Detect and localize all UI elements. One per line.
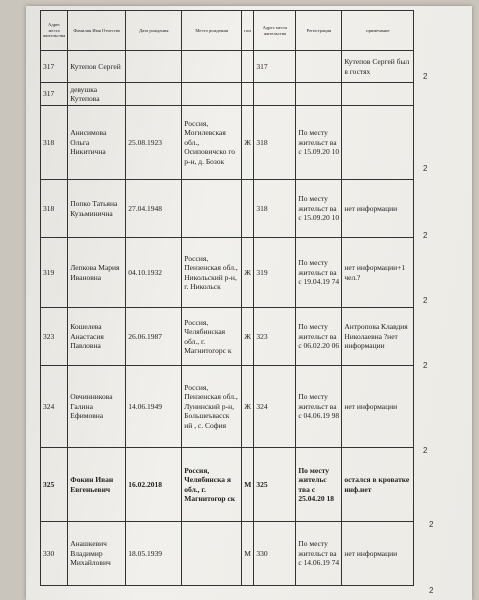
cell-fio: Попко Татьяна Кузьминична <box>68 180 126 238</box>
cell-fio: Анисимова Ольга Никитична <box>68 106 126 180</box>
table-row <box>41 448 414 522</box>
cell-pob <box>182 83 242 106</box>
cell-reg: По месту жительст ва с 15.09.20 10 <box>296 106 342 180</box>
cell-num: 330 <box>41 522 68 586</box>
cell-sex: М <box>242 522 254 586</box>
cell-fio: девушка Кутепова <box>68 83 126 106</box>
cell-pob: Россия, Челябинска я обл., г. Магнитогор ск <box>182 448 242 522</box>
cell-sex <box>242 180 254 238</box>
cell-num: 324 <box>41 366 68 448</box>
cell-dob: 04.10.1932 <box>126 238 182 308</box>
cell-sex: М <box>242 448 254 522</box>
cell-addr: 325 <box>254 448 296 522</box>
table-row <box>41 51 414 83</box>
cell-sex: Ж <box>242 106 254 180</box>
cell-sex: Ж <box>242 238 254 308</box>
margin-mark: 2 <box>423 164 428 173</box>
table-row <box>41 366 414 448</box>
margin-mark: 2 <box>423 361 428 370</box>
cell-dob: 18.05.1939 <box>126 522 182 586</box>
cell-reg: По месту жительст ва с 19.04.19 74 <box>296 238 342 308</box>
cell-sex <box>242 51 254 83</box>
cell-addr: 318 <box>254 106 296 180</box>
cell-addr <box>254 83 296 106</box>
table-row <box>41 83 414 106</box>
cell-sex <box>242 83 254 106</box>
cell-num: 325 <box>41 448 68 522</box>
header-addr-live-2: Адрес места жительства <box>254 11 296 51</box>
cell-note: нет информации <box>342 366 414 448</box>
cell-addr: 318 <box>254 180 296 238</box>
margin-mark: 2 <box>423 231 428 240</box>
cell-dob <box>126 83 182 106</box>
cell-pob: Россия, Челябинская обл., г. Магнитогорс к <box>182 308 242 366</box>
table-row <box>41 106 414 180</box>
table-body <box>41 51 414 586</box>
table-row <box>41 238 414 308</box>
cell-dob <box>126 51 182 83</box>
cell-note <box>342 106 414 180</box>
header-addr-live: Адрес места жительства <box>41 11 68 51</box>
cell-fio: Анашкевич Владимир Михайлович <box>68 522 126 586</box>
cell-num: 318 <box>41 180 68 238</box>
cell-pob <box>182 51 242 83</box>
cell-note: нет информации <box>342 522 414 586</box>
cell-reg <box>296 83 342 106</box>
cell-pob: Россия, Могилевская обл., Осиповичско го р-н, д. Бозок <box>182 106 242 180</box>
cell-sex: Ж <box>242 366 254 448</box>
cell-pob: Россия, Пензенская обл., Лунинский р-н, Большеъвасск ий , с. София <box>182 366 242 448</box>
cell-dob: 16.02.2018 <box>126 448 182 522</box>
cell-addr: 324 <box>254 366 296 448</box>
cell-fio: Овчинникова Галина Ефимовна <box>68 366 126 448</box>
cell-reg: По месту жительс тва с 25.04.20 18 <box>296 448 342 522</box>
cell-addr: 319 <box>254 238 296 308</box>
table-row <box>41 522 414 586</box>
cell-note: нет информации <box>342 180 414 238</box>
cell-note: нет информации+1 чел.? <box>342 238 414 308</box>
header-note: примечание <box>342 11 414 51</box>
table-header-row <box>41 11 414 51</box>
header-registration: Регистрация <box>296 11 342 51</box>
cell-note <box>342 83 414 106</box>
margin-mark: 2 <box>429 520 434 529</box>
cell-fio: Кошелева Анастасия Павловна <box>68 308 126 366</box>
residents-table <box>40 10 414 586</box>
margin-mark: 2 <box>423 72 428 81</box>
cell-reg <box>296 51 342 83</box>
table-row <box>41 180 414 238</box>
margin-mark: 2 <box>423 296 428 305</box>
header-pob: Место рождения <box>182 11 242 51</box>
cell-addr: 323 <box>254 308 296 366</box>
cell-note: Кутепов Сергей был в гостях <box>342 51 414 83</box>
cell-num: 317 <box>41 83 68 106</box>
cell-num: 323 <box>41 308 68 366</box>
cell-fio: Фокин Иван Евгеньевич <box>68 448 126 522</box>
cell-num: 317 <box>41 51 68 83</box>
cell-pob <box>182 180 242 238</box>
cell-dob: 25.08.1923 <box>126 106 182 180</box>
cell-num: 318 <box>41 106 68 180</box>
document-page <box>26 6 472 600</box>
cell-addr: 330 <box>254 522 296 586</box>
cell-fio: Кутепов Сергей <box>68 51 126 83</box>
cell-num: 319 <box>41 238 68 308</box>
cell-dob: 26.06.1987 <box>126 308 182 366</box>
cell-dob: 14.06.1949 <box>126 366 182 448</box>
cell-note: остался в кроватке инф.нет <box>342 448 414 522</box>
cell-addr: 317 <box>254 51 296 83</box>
cell-reg: По месту жительст ва с 06.02.20 06 <box>296 308 342 366</box>
header-sex: пол <box>242 11 254 51</box>
cell-reg: По месту жительст ва с 15.09.20 10 <box>296 180 342 238</box>
header-dob: Дата рождения <box>126 11 182 51</box>
cell-dob: 27.04.1948 <box>126 180 182 238</box>
margin-mark: 2 <box>423 446 428 455</box>
cell-note: Антропова Клавдия Николаевна ?нет информации <box>342 308 414 366</box>
cell-reg: По месту жительст ва с 04.06.19 98 <box>296 366 342 448</box>
cell-reg: По месту жительст ва с 14.06.19 74 <box>296 522 342 586</box>
cell-pob: Россия, Пензенская обл., Никольский р-н, г. Никольск <box>182 238 242 308</box>
header-fio: Фамилия Имя Отчество <box>68 11 126 51</box>
cell-pob <box>182 522 242 586</box>
table-row <box>41 308 414 366</box>
cell-sex: Ж <box>242 308 254 366</box>
margin-mark: 2 <box>429 586 434 595</box>
cell-fio: Лепкова Мария Ивановна <box>68 238 126 308</box>
